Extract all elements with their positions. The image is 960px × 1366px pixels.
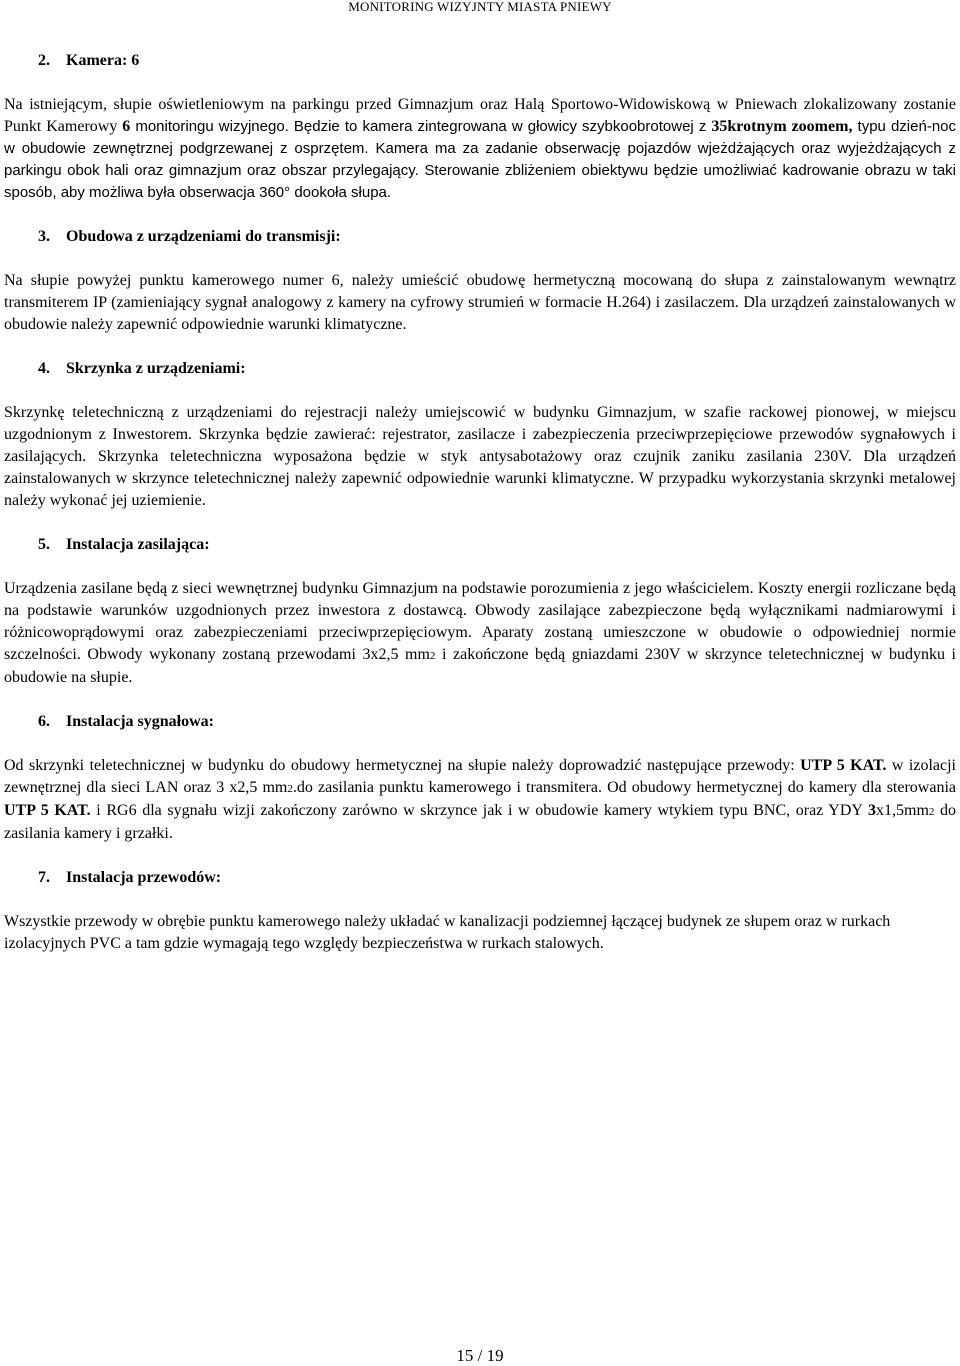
section-title: Instalacja sygnałowa:: [66, 713, 215, 730]
section-number: 3.: [38, 228, 50, 245]
section-number: 5.: [38, 536, 50, 553]
text-run: .do zasilania punktu kamerowego i transmitera. Od obudowy hermetycznej do kamery dla sterowania: [292, 779, 957, 796]
section-title: Instalacja przewodów:: [66, 869, 222, 886]
text-run: Od skrzynki teletechnicznej w budynku do obudowy hermetycznej na słupie należy doprowadzić następujące przewody:: [4, 757, 801, 774]
text-run: monitoringu wizyjnego. Będzie to kamera zintegrowana w głowicy szybkoobrotowej z: [130, 118, 712, 135]
section-4-heading: [38, 358, 956, 380]
section-7-heading: [38, 867, 956, 889]
text-run-bold: 6: [122, 118, 131, 135]
text-run-bold: UTP 5 KAT.: [4, 802, 91, 819]
section-6-paragraph: [4, 755, 956, 845]
text-run-bold: UTP 5 KAT.: [800, 757, 887, 774]
section-title: Kamera: 6: [66, 52, 140, 69]
section-number: 6.: [38, 713, 50, 730]
text-run: Dla urządzeń zainstalowanych w obudowie należy zapewnić odpowiednie warunki klimatyczne.: [4, 294, 956, 333]
page-footer: [0, 1346, 960, 1366]
section-7-paragraph: Wszystkie przewody w obrębie punktu kamerowego należy układać w kanalizacji podziemnej łączącej budynek ze słupem oraz w rurkach izolacyjnych PVC a tam gdzie wymagają tego względy bezpieczeństwa w rurkach stalowych.: [4, 913, 891, 952]
section-3-heading: [38, 226, 956, 248]
text-run: Urządzenia zasilane będą z sieci wewnętrznej budynku Gimnazjum na podstawie porozumienia z jego właścicielem. Koszty energii rozliczane będą na podstawie warunków uzgodnionych przez inwestora z dostawcą. Obwody zasilające zabezpieczone będą wyłącznikami nadmiarowymi i różnicowoprądowymi oraz zabezpieczeniami przeciwprzepięciowym. Aparaty zostaną umieszczone w obudowie o odpowiedniej normie szczelności. Obwody wykonany zostaną przewodami 3x2,5 mm: [4, 580, 956, 663]
section-5-heading: [38, 534, 956, 556]
page-header: [0, 0, 960, 14]
text-run: w izolacji zewnętrznej dla sieci LAN oraz 3 x2,5 mm: [4, 757, 957, 796]
section-3-paragraph: [4, 270, 956, 336]
section-5-paragraph: [4, 578, 956, 689]
text-run-bold: 3: [868, 802, 876, 819]
section-6-heading: [38, 711, 956, 733]
document-body: [4, 50, 956, 955]
text-run-bold: 35krotnym zoomem,: [711, 118, 853, 135]
text-run: i zakończone będą gniazdami 230V w skrzynce teletechnicznej w budynku i obudowie na słupie.: [4, 646, 956, 686]
text-run: i RG6 dla sygnału wizji zakończony zarówno w skrzynce jak i w obudowie kamery wtykiem typu BNC, oraz YDY: [90, 802, 868, 819]
text-run: do zasilania kamery i grzałki.: [4, 802, 957, 842]
text-run: Na słupie powyżej punktu kamerowego numer 6, należy umieścić obudowę hermetyczną mocowaną do słupa z zainstalowanym wewnątrz transmiterem IP (zamieniający sygnał analogowy z kamery na cyfrowy strumień w formacie H.264) i zasilaczem.: [4, 272, 956, 311]
section-2-heading: [38, 50, 956, 72]
section-number: 4.: [38, 360, 50, 377]
section-title: Instalacja zasilająca:: [66, 536, 210, 553]
section-title: Obudowa z urządzeniami do transmisji:: [66, 228, 341, 245]
text-run: Na istniejącym, słupie oświetleniowym na parkingu przed Gimnazjum oraz Halą Sportowo-Widowiskową w Pniewach zlokalizowany zostanie Punkt Kamerowy: [4, 96, 956, 135]
subscript: 2: [429, 650, 436, 662]
header-title: MONITORING WIZYJNTY MIASTA PNIEWY: [348, 0, 612, 14]
section-2-paragraph: [4, 94, 956, 204]
section-title: Skrzynka z urządzeniami:: [66, 360, 246, 377]
text-run: typu dzień-noc w obudowie zewnętrznej podgrzewanej z osprzętem. Kamera ma za zadanie obserwację pojazdów wjeżdżających oraz wyjeżdżających z parkingu obok hali oraz gimnazjum oraz obszar przylegający. Sterowanie zbliżeniem obiektywu będzie umożliwiać kadrowanie obrazu w taki sposób, aby możliwa była obserwacja 360° dookoła słupa.: [4, 118, 957, 201]
section-4-paragraph: Skrzynkę teletechniczną z urządzeniami do rejestracji należy umiejscowić w budynku Gimnazjum, w szafie rackowej pionowej, w miejscu uzgodnionym z Inwestorem. Skrzynka będzie zawierać: rejestrator, zasilacze i zabezpieczenia przeciwprzepięciowe przewodów sygnałowych i zasilających. Skrzynka teletechniczna wyposażona będzie w styk antysabotażowy oraz czujnik zaniku zasilania 230V. Dla urządzeń zainstalowanych w skrzynce teletechnicznej należy zapewnić odpowiednie warunki klimatyczne. W przypadku wykorzystania skrzynki metalowej należy wykonać jej uziemienie.: [4, 404, 956, 509]
subscript: 2: [287, 783, 293, 795]
section-number: 7.: [38, 869, 50, 886]
subscript: 2: [928, 806, 935, 818]
page-number: 15 / 19: [456, 1346, 504, 1365]
text-run: x1,5mm: [876, 802, 929, 819]
section-number: 2.: [38, 52, 50, 69]
